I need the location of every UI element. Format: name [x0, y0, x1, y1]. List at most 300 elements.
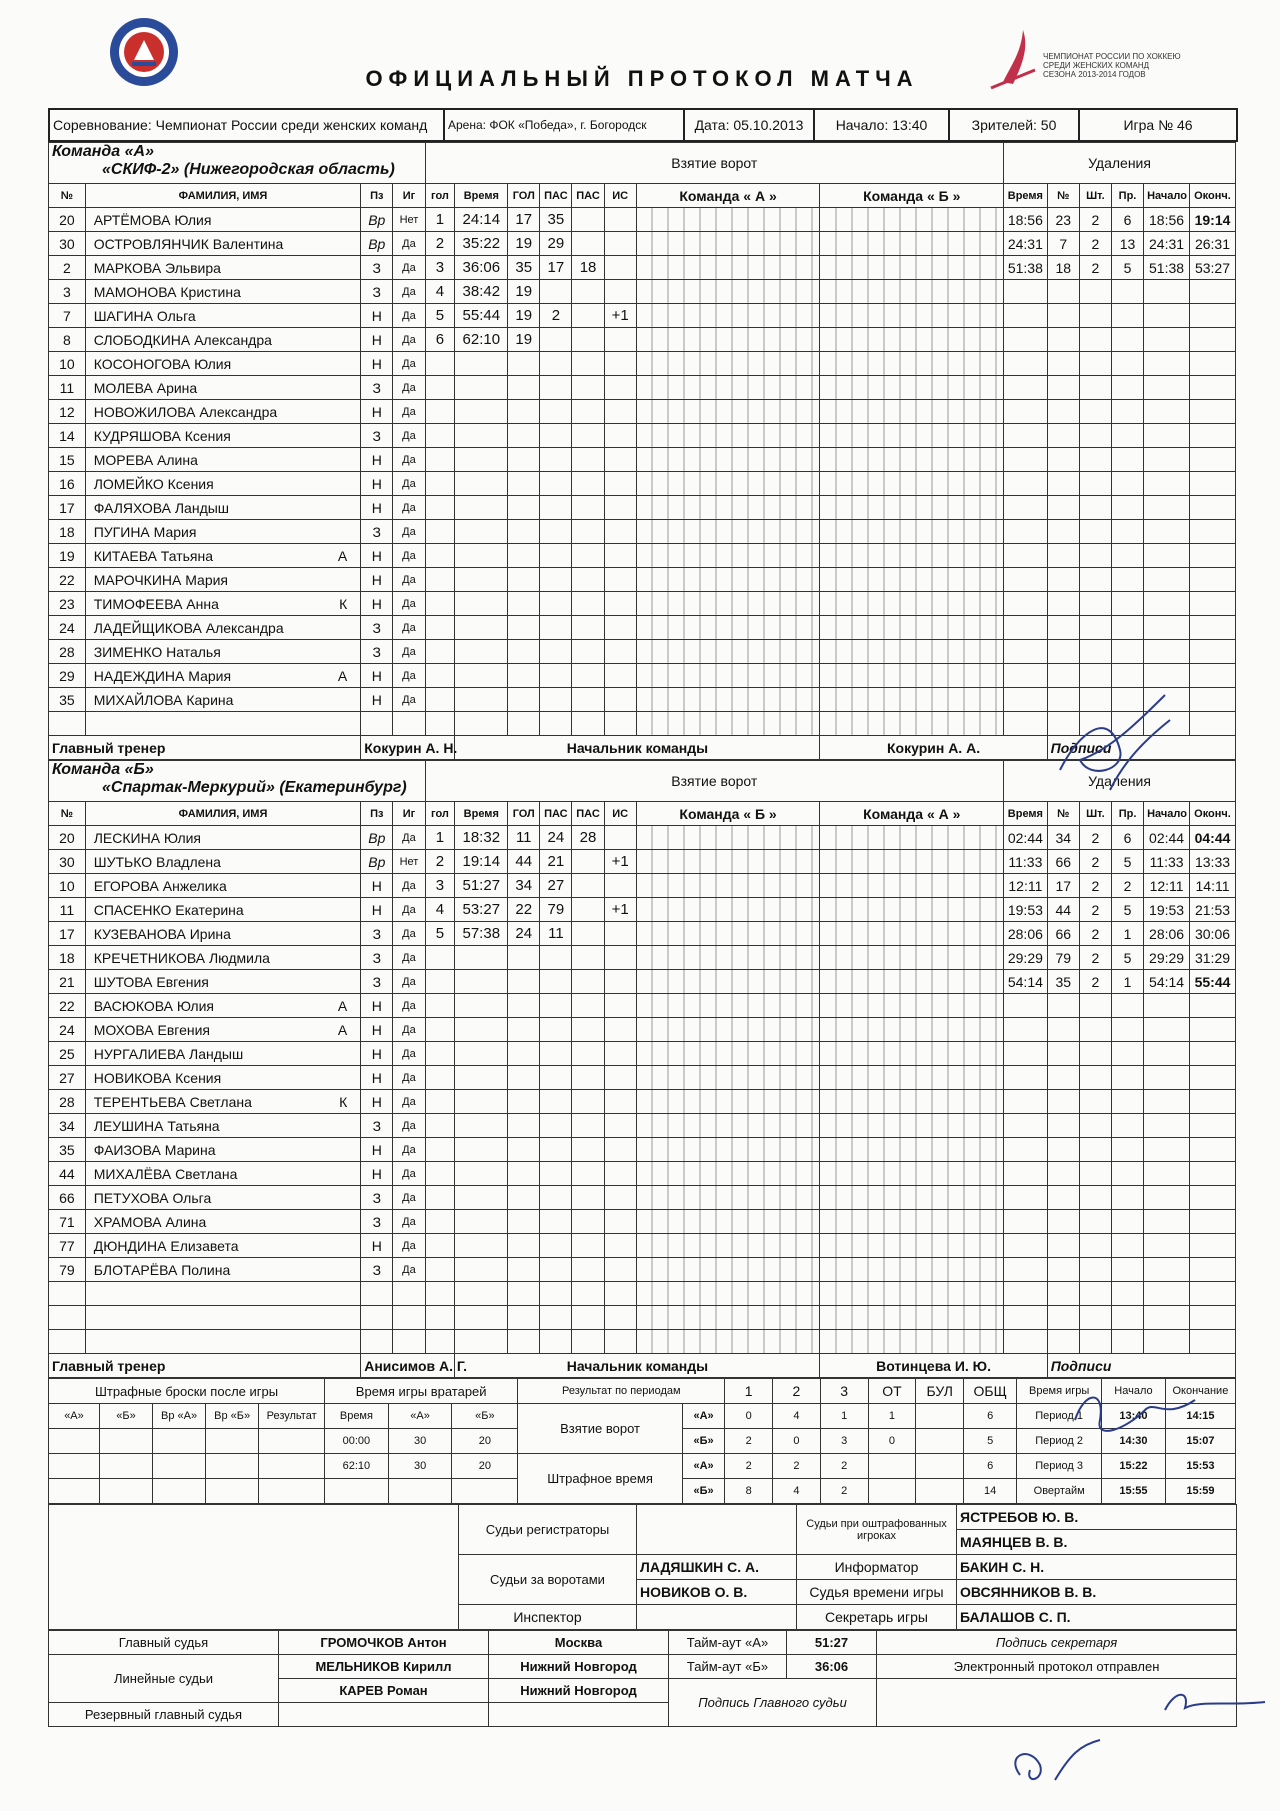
penalty-end: 31:29	[1190, 946, 1236, 970]
goal-number	[425, 1210, 455, 1234]
goal-assist-2	[572, 688, 604, 712]
team-opp-grid	[820, 1210, 1004, 1234]
penalty-end: 55:44	[1190, 970, 1236, 994]
goal-assist-2	[572, 1306, 604, 1330]
player-name-cell	[85, 1114, 361, 1138]
team-opp-grid	[820, 1114, 1004, 1138]
penalty-player	[1047, 568, 1079, 592]
penalty-minutes	[1079, 1306, 1111, 1330]
goal-strength	[604, 568, 636, 592]
player-number: 28	[49, 1090, 86, 1114]
goal-time	[455, 1066, 508, 1090]
goal-number	[425, 1042, 455, 1066]
goal-strength	[604, 424, 636, 448]
player-number: 3	[49, 280, 86, 304]
player-number: 27	[49, 1066, 86, 1090]
col-num: №	[49, 802, 86, 826]
player-position: Н	[361, 664, 393, 688]
player-played: Да	[393, 664, 425, 688]
gk-cell: 20	[452, 1429, 518, 1454]
col-team-opp: Команда « Б »	[820, 184, 1004, 208]
goal-number	[425, 946, 455, 970]
penalty-player	[1047, 496, 1079, 520]
player-name-cell	[85, 1258, 361, 1282]
penalty-start	[1144, 472, 1190, 496]
player-position: З	[361, 280, 393, 304]
referees-table	[48, 1630, 1237, 1727]
penalty-reason	[1111, 688, 1143, 712]
col-pen-reason: Пр.	[1111, 184, 1143, 208]
penalty-minutes	[1079, 1138, 1111, 1162]
team-own-grid	[636, 256, 820, 280]
player-name-cell	[85, 328, 361, 352]
goal-number	[425, 592, 455, 616]
goal-time	[455, 1186, 508, 1210]
goal-time: 62:10	[455, 328, 508, 352]
penalty-start	[1144, 1090, 1190, 1114]
penalty-reason	[1111, 1282, 1143, 1306]
player-name: ЛЕСКИНА Юлия	[93, 829, 202, 846]
goal-number	[425, 1114, 455, 1138]
penalty-time: 18:56	[1004, 208, 1048, 232]
goal-assist-1	[540, 544, 572, 568]
player-name: КИТАЕВА Татьяна	[93, 547, 214, 564]
penalty-minutes	[1079, 1090, 1111, 1114]
penalty-reason	[1111, 1042, 1143, 1066]
goal-scorer	[508, 1282, 540, 1306]
penalty-start	[1144, 1042, 1190, 1066]
goal-strength	[604, 664, 636, 688]
goal-scorer: 19	[508, 232, 540, 256]
goal-assist-2	[572, 1282, 604, 1306]
penalty-time	[1004, 352, 1048, 376]
team-opp-grid	[820, 712, 1004, 736]
penalty-minutes	[1079, 712, 1111, 736]
penalty-time	[1004, 1306, 1048, 1330]
penalty-player: 23	[1047, 208, 1079, 232]
goal-scorer	[508, 970, 540, 994]
penalty-start: 51:38	[1144, 256, 1190, 280]
player-number: 21	[49, 970, 86, 994]
penalty-player	[1047, 544, 1079, 568]
goal-assist-1	[540, 946, 572, 970]
player-position: З	[361, 1186, 393, 1210]
penalty-minutes	[1079, 280, 1111, 304]
goal-assist-2	[572, 970, 604, 994]
penalty-time	[1004, 280, 1048, 304]
player-row	[49, 328, 1236, 352]
player-name-cell	[85, 280, 361, 304]
player-row	[49, 352, 1236, 376]
penalty-time: 24:31	[1004, 232, 1048, 256]
penalty-player	[1047, 448, 1079, 472]
player-position: Вр	[361, 826, 393, 850]
player-name-cell	[85, 712, 361, 736]
penalty-reason	[1111, 1330, 1143, 1354]
col-strength: ИС	[604, 802, 636, 826]
player-number: 66	[49, 1186, 86, 1210]
penalty-minutes	[1079, 994, 1111, 1018]
team-own-grid	[636, 1042, 820, 1066]
penalty-box-label: Судьи при оштрафованных игроках	[797, 1505, 957, 1555]
timeout-b-label: Тайм-аут «Б»	[669, 1655, 787, 1679]
penalty-player	[1047, 1234, 1079, 1258]
goal-assist-2	[572, 1090, 604, 1114]
penalty-player	[1047, 616, 1079, 640]
penalty-reason	[1111, 1138, 1143, 1162]
col-num: №	[49, 184, 86, 208]
player-number: 24	[49, 1018, 86, 1042]
penalty-start	[1144, 352, 1190, 376]
penalty-start	[1144, 496, 1190, 520]
goal-number: 5	[425, 304, 455, 328]
goal-strength	[604, 496, 636, 520]
team-opp-grid	[820, 352, 1004, 376]
shootout-cell	[259, 1429, 325, 1454]
goal-assist-1	[540, 376, 572, 400]
team-opp-grid	[820, 1306, 1004, 1330]
player-row	[49, 1018, 1236, 1042]
penalty-minutes	[1079, 688, 1111, 712]
penalty-reason	[1111, 568, 1143, 592]
goal-assist-2	[572, 544, 604, 568]
penalty-reason	[1111, 376, 1143, 400]
goal-assist-1	[540, 1138, 572, 1162]
col-team-own: Команда « А »	[636, 184, 820, 208]
player-name-cell	[85, 1066, 361, 1090]
penalty-end	[1190, 1018, 1236, 1042]
penalty-start	[1144, 1018, 1190, 1042]
goal-number	[425, 1186, 455, 1210]
player-played: Да	[393, 592, 425, 616]
referee-city: Москва	[489, 1631, 669, 1655]
goal-time	[455, 1042, 508, 1066]
team-opp-grid	[820, 304, 1004, 328]
team-a-section	[48, 142, 1236, 760]
player-played: Да	[393, 256, 425, 280]
goal-assist-1	[540, 1114, 572, 1138]
player-name-cell	[85, 1018, 361, 1042]
player-played: Нет	[393, 850, 425, 874]
goal-strength	[604, 640, 636, 664]
player-played: Да	[393, 1018, 425, 1042]
penalty-minutes: 2	[1079, 922, 1111, 946]
head-coach: Кокурин А. Н.	[361, 736, 455, 760]
team-opp-grid	[820, 994, 1004, 1018]
gk-cell: 30	[388, 1454, 452, 1479]
team-own-grid	[636, 1282, 820, 1306]
goal-number: 4	[425, 280, 455, 304]
team-opp-grid	[820, 592, 1004, 616]
goal-scorer	[508, 1090, 540, 1114]
goal-number	[425, 640, 455, 664]
penalty-reason: 5	[1111, 850, 1143, 874]
team-opp-grid	[820, 232, 1004, 256]
player-position: Н	[361, 328, 393, 352]
col-assist-1: ПАС	[540, 802, 572, 826]
penalty-minutes	[1079, 640, 1111, 664]
player-name-cell	[85, 352, 361, 376]
goal-time	[455, 352, 508, 376]
penalty-player	[1047, 352, 1079, 376]
shootout-cell	[99, 1429, 152, 1454]
penalty-end	[1190, 592, 1236, 616]
player-played	[393, 1306, 425, 1330]
shootout-cell	[206, 1479, 259, 1504]
player-row	[49, 898, 1236, 922]
player-played: Да	[393, 520, 425, 544]
player-position	[361, 1330, 393, 1354]
team-opp-grid	[820, 1330, 1004, 1354]
player-number: 35	[49, 1138, 86, 1162]
goal-number	[425, 376, 455, 400]
player-position	[361, 712, 393, 736]
team-chief-label: Начальник команды	[455, 1354, 820, 1378]
head-coach: Анисимов А. Г.	[361, 1354, 455, 1378]
period-col: ОТ	[868, 1379, 916, 1404]
col-team-own: Команда « Б »	[636, 802, 820, 826]
penalty-player	[1047, 664, 1079, 688]
e-protocol-sent: Электронный протокол отправлен	[877, 1655, 1237, 1679]
penalty-end	[1190, 994, 1236, 1018]
penalty-end	[1190, 1306, 1236, 1330]
team-own-grid	[636, 1018, 820, 1042]
goal-scorer: 19	[508, 280, 540, 304]
period-col: 3	[820, 1379, 868, 1404]
penalty-time: 11:33	[1004, 850, 1048, 874]
period-value	[916, 1429, 964, 1454]
col-pen-num: №	[1047, 184, 1079, 208]
penalty-player: 18	[1047, 256, 1079, 280]
player-position: Вр	[361, 208, 393, 232]
penalty-player	[1047, 1114, 1079, 1138]
goal-number	[425, 688, 455, 712]
col-team-opp: Команда « А »	[820, 802, 1004, 826]
team-own-grid	[636, 328, 820, 352]
player-name: ДЮНДИНА Елизавета	[93, 1237, 239, 1254]
goal-number	[425, 1282, 455, 1306]
period-value	[916, 1454, 964, 1479]
penalty-minutes	[1079, 424, 1111, 448]
player-position: Н	[361, 448, 393, 472]
team-opp-grid	[820, 400, 1004, 424]
signature-icon	[1000, 1735, 1110, 1795]
player-name: ВАСЮКОВА Юлия	[93, 997, 214, 1014]
goal-strength	[604, 232, 636, 256]
penalty-end: 53:27	[1190, 256, 1236, 280]
penalty-start	[1144, 328, 1190, 352]
player-played: Да	[393, 1258, 425, 1282]
penalty-minutes	[1079, 400, 1111, 424]
player-name: ФАЛЯХОВА Ландыш	[93, 499, 230, 516]
penalty-start: 19:53	[1144, 898, 1190, 922]
player-number: 25	[49, 1042, 86, 1066]
goal-scorer	[508, 400, 540, 424]
penalty-time	[1004, 1234, 1048, 1258]
goal-time	[455, 448, 508, 472]
timekeeper: ОВСЯННИКОВ В. В.	[957, 1580, 1237, 1605]
penalty-start	[1144, 424, 1190, 448]
team-opp-grid	[820, 544, 1004, 568]
player-name-cell	[85, 568, 361, 592]
team-label: Команда «Б»	[52, 761, 154, 778]
goal-assist-1	[540, 592, 572, 616]
team-opp-grid	[820, 568, 1004, 592]
team-opp-grid	[820, 1042, 1004, 1066]
goal-judge: НОВИКОВ О. В.	[637, 1580, 797, 1605]
player-name: ТИМОФЕЕВА Анна	[93, 595, 219, 612]
timeout-a: 51:27	[787, 1631, 877, 1655]
goal-time	[455, 376, 508, 400]
goal-assist-1	[540, 496, 572, 520]
goal-scorer: 22	[508, 898, 540, 922]
player-row	[49, 712, 1236, 736]
penalty-minutes	[1079, 544, 1111, 568]
penalty-reason	[1111, 1258, 1143, 1282]
penalty-start	[1144, 448, 1190, 472]
gk-col: Время	[325, 1404, 389, 1429]
penalty-start	[1144, 1258, 1190, 1282]
team-opp-grid	[820, 1162, 1004, 1186]
player-name: МОЛЕВА Арина	[93, 379, 198, 396]
player-name-cell	[85, 826, 361, 850]
team-own-grid	[636, 1210, 820, 1234]
goal-assist-1: 2	[540, 304, 572, 328]
goal-time: 19:14	[455, 850, 508, 874]
goal-strength: +1	[604, 898, 636, 922]
penalty-minutes: 2	[1079, 256, 1111, 280]
player-number: 11	[49, 376, 86, 400]
shootout-title: Штрафные броски после игры	[49, 1379, 325, 1404]
player-name-cell	[85, 376, 361, 400]
player-name-cell	[85, 448, 361, 472]
player-name-cell	[85, 994, 361, 1018]
linesmen-label: Линейные судьи	[49, 1655, 279, 1703]
goal-strength	[604, 922, 636, 946]
goal-time	[455, 1210, 508, 1234]
goal-assist-2	[572, 496, 604, 520]
penalty-end	[1190, 400, 1236, 424]
team-opp-grid	[820, 922, 1004, 946]
penalty-reason	[1111, 352, 1143, 376]
goal-assist-1	[540, 328, 572, 352]
goal-time	[455, 592, 508, 616]
player-played: Да	[393, 568, 425, 592]
player-name-cell	[85, 1282, 361, 1306]
goal-assist-2	[572, 1018, 604, 1042]
goal-number: 4	[425, 898, 455, 922]
period-value: 14	[964, 1479, 1017, 1504]
team-own-grid	[636, 922, 820, 946]
player-name-cell	[85, 496, 361, 520]
goal-assist-2	[572, 1210, 604, 1234]
penalty-start: 11:33	[1144, 850, 1190, 874]
penalty-start	[1144, 640, 1190, 664]
penalty-start	[1144, 664, 1190, 688]
penalty-end	[1190, 1114, 1236, 1138]
goal-strength	[604, 592, 636, 616]
team-label: «Б»	[682, 1479, 724, 1504]
team-own-grid	[636, 1114, 820, 1138]
period-value: 5	[964, 1429, 1017, 1454]
player-row	[49, 496, 1236, 520]
player-row	[49, 376, 1236, 400]
player-name: ФАИЗОВА Марина	[93, 1141, 216, 1158]
spectators: Зрителей: 50	[949, 109, 1079, 141]
team-own-grid	[636, 520, 820, 544]
goal-scorer	[508, 688, 540, 712]
team-own-grid	[636, 1090, 820, 1114]
team-opp-grid	[820, 1282, 1004, 1306]
penalty-start	[1144, 1282, 1190, 1306]
penalty-player	[1047, 1018, 1079, 1042]
penalty-player	[1047, 280, 1079, 304]
penalty-start	[1144, 1066, 1190, 1090]
player-played: Да	[393, 304, 425, 328]
goal-assist-1	[540, 640, 572, 664]
goal-scorer	[508, 568, 540, 592]
player-played: Да	[393, 1186, 425, 1210]
penalty-minutes	[1079, 1018, 1111, 1042]
goal-assist-2	[572, 1258, 604, 1282]
referee-label: Главный судья	[49, 1631, 279, 1655]
gk-cell: 00:00	[325, 1429, 389, 1454]
gk-cell: 30	[388, 1429, 452, 1454]
player-name: КУЗЕВАНОВА Ирина	[93, 925, 231, 942]
goal-assist-2	[572, 280, 604, 304]
col-pen-end: Оконч.	[1190, 184, 1236, 208]
goal-strength	[604, 256, 636, 280]
period-value: 0	[868, 1429, 916, 1454]
col-played: Иг	[393, 802, 425, 826]
goal-assist-1	[540, 1282, 572, 1306]
goal-time	[455, 946, 508, 970]
player-number: 29	[49, 664, 86, 688]
goal-number	[425, 1330, 455, 1354]
goal-time	[455, 688, 508, 712]
penalty-minutes	[1079, 376, 1111, 400]
goal-strength	[604, 826, 636, 850]
goal-number: 2	[425, 850, 455, 874]
period-start: 15:22	[1102, 1454, 1166, 1479]
player-number: 20	[49, 208, 86, 232]
gk-cell: 62:10	[325, 1454, 389, 1479]
goal-scorer	[508, 424, 540, 448]
player-row	[49, 1258, 1236, 1282]
goal-assist-2	[572, 448, 604, 472]
team-opp-grid	[820, 520, 1004, 544]
col-pen-time: Время	[1004, 802, 1048, 826]
player-position: З	[361, 1258, 393, 1282]
penalty-reason	[1111, 328, 1143, 352]
goal-assist-2	[572, 640, 604, 664]
player-name: МАРКОВА Эльвира	[93, 259, 221, 276]
penalty-time	[1004, 1210, 1048, 1234]
penalty-end	[1190, 1282, 1236, 1306]
goal-scorer	[508, 1306, 540, 1330]
team-opp-grid	[820, 1234, 1004, 1258]
goal-strength	[604, 328, 636, 352]
penalty-end	[1190, 1138, 1236, 1162]
goal-scorer	[508, 1186, 540, 1210]
player-played	[393, 1330, 425, 1354]
penalty-time	[1004, 568, 1048, 592]
penalty-player	[1047, 1258, 1079, 1282]
penalty-start	[1144, 1186, 1190, 1210]
goal-assist-1: 24	[540, 826, 572, 850]
goal-scorer	[508, 640, 540, 664]
goal-assist-2: 18	[572, 256, 604, 280]
